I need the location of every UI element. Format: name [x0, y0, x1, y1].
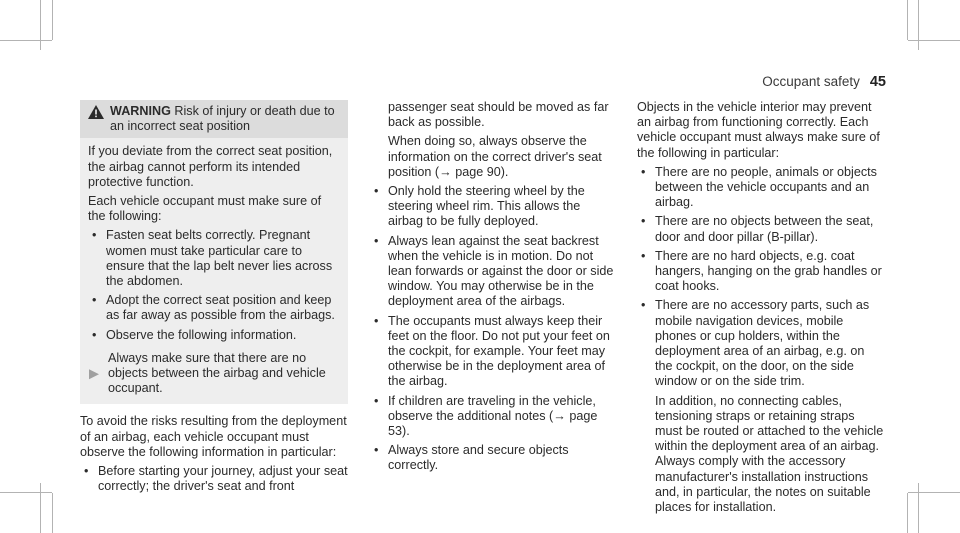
crop-mark: [908, 40, 960, 41]
column-middle: [370, 100, 616, 478]
crop-mark: [40, 0, 41, 50]
warning-box: [80, 100, 348, 404]
list: [370, 184, 616, 474]
list: [637, 165, 884, 390]
bullet-icon: •: [374, 393, 379, 408]
bullet-icon: •: [84, 464, 89, 479]
crop-mark: [907, 493, 908, 533]
crop-mark: [908, 492, 960, 493]
crop-mark: [40, 483, 41, 533]
list-item: • Before starting your journey, adjust your seat correctly; the driver's seat and front: [84, 464, 348, 494]
page-header: [762, 74, 886, 90]
bullet-icon: •: [374, 233, 379, 248]
list-item: • Fasten seat belts correctly. Pregnant women must take particular care to ensure that the lap belt never lies across the abdomen.: [92, 228, 333, 289]
warning-paragraph: If you deviate from the correct seat position, the airbag cannot perform its intended protective function.: [88, 144, 333, 189]
list-item: • There are no people, animals or objects between the vehicle occupants and an airbag.: [641, 164, 877, 210]
list-item: • Only hold the steering wheel by the steering wheel rim. This allows the airbag to be fully deployed.: [374, 184, 585, 229]
section-title: Occupant safety: [762, 74, 860, 89]
warning-title: [80, 100, 348, 138]
list-item: • If children are traveling in the vehicle, observe the additional notes (→ page 53).: [374, 393, 598, 439]
bullet-icon: •: [92, 327, 97, 342]
bullet-icon: •: [641, 298, 646, 313]
column-right: [637, 100, 884, 519]
crop-mark: [0, 40, 52, 41]
crop-mark: [0, 492, 52, 493]
warning-icon: [88, 105, 104, 119]
crop-mark: [52, 0, 53, 40]
list-item: • Observe the following information.: [92, 327, 297, 342]
crop-mark: [918, 483, 919, 533]
paragraph: passenger seat should be moved as far back as possible.: [388, 100, 609, 130]
page-number: 45: [869, 74, 886, 90]
bullet-icon: •: [92, 293, 97, 308]
paragraph: To avoid the risks resulting from the deployment of an airbag, each vehicle occupant must observe the following information in particular:: [80, 414, 347, 459]
warning-list: [88, 228, 340, 342]
bullet-icon: •: [374, 313, 379, 328]
bullet-icon: •: [374, 184, 379, 199]
note: [88, 351, 340, 397]
bullet-icon: •: [92, 228, 97, 243]
bullet-icon: •: [641, 248, 646, 263]
crop-mark: [907, 0, 908, 40]
list-item: • There are no objects between the seat, door and door pillar (B-pillar).: [641, 214, 874, 244]
list-item: • The occupants must always keep their feet on the floor. Do not put your feet on the cockpit, for example. Your feet may otherwise be in the deployment area of the airbag.: [374, 313, 610, 389]
list-item: • Adopt the correct seat position and keep as far away as possible from the airbags.: [92, 293, 335, 323]
paragraph: When doing so, always observe the information on the correct driver's seat position (→ page 90).: [388, 134, 602, 179]
note-text: Always make sure that there are no objects between the airbag and vehicle occupant.: [108, 350, 326, 396]
crop-mark: [918, 0, 919, 50]
bullet-icon: •: [374, 443, 379, 458]
list: [80, 464, 348, 494]
list-item: • There are no hard objects, e.g. coat hangers, hanging on the grab handles or coat hooks.: [641, 248, 882, 294]
paragraph: Objects in the vehicle interior may prevent an airbag from functioning correctly. Each vehicle occupant must always make sure of the following in particular:: [637, 100, 880, 160]
list-item: • Always lean against the seat backrest when the vehicle is in motion. Do not lean forwards or against the door or side window. You may otherwise be in the deployment area of the airbags.: [374, 233, 614, 309]
column-left: [80, 100, 348, 498]
arrow-right-icon: [88, 352, 100, 397]
warning-label: WARNING: [110, 104, 171, 118]
paragraph: In addition, no connecting cables, tensioning straps or retaining straps must be routed or attached to the vehicle within the deployment area of an airbag. Always comply with the accessory manufacturer's installation instructions and, in particular, the notes on suitable places for installation.: [655, 393, 884, 515]
list-item: • Always store and secure objects correctly.: [374, 443, 569, 473]
warning-paragraph: Each vehicle occupant must make sure of the following:: [88, 194, 322, 224]
list-item: • There are no accessory parts, such as mobile navigation devices, mobile phones or cup holders, within the deployment area of an airbag, e.g. on the cockpit, on the door, on the side window or on the side trim.: [641, 298, 870, 389]
crop-mark: [52, 493, 53, 533]
bullet-icon: •: [641, 214, 646, 229]
warning-title-text: Risk of injury or death due to an incorrect seat position: [110, 104, 335, 134]
bullet-icon: •: [641, 164, 646, 179]
